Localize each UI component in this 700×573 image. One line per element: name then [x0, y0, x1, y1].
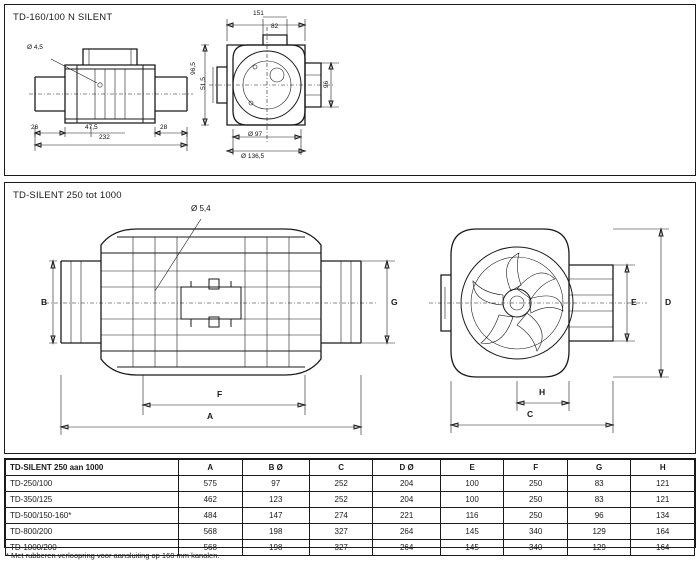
table-row	[6, 524, 695, 540]
panel-td160-drawing	[4, 4, 696, 176]
table-row	[6, 476, 695, 492]
table-cell: 252	[309, 476, 373, 492]
dim-label-b: B	[41, 297, 48, 307]
table-cell: 164	[631, 524, 695, 540]
table-header-cell: D Ø	[373, 460, 440, 476]
table-cell: 264	[373, 524, 440, 540]
table-row	[6, 508, 695, 524]
table-header-row	[6, 460, 695, 476]
table-cell: 575	[179, 476, 243, 492]
table-cell: 116	[440, 508, 504, 524]
table-cell: 97	[242, 476, 309, 492]
panel-top-title: TD-160/100 N SILENT	[13, 12, 113, 23]
table-cell: 121	[631, 476, 695, 492]
table-footnote: * Met rubberen verloopring voor aansluiting op 160 mm kanalen.	[6, 551, 220, 560]
table-header-cell: A	[179, 460, 243, 476]
table-cell: 250	[504, 508, 568, 524]
table-row	[6, 492, 695, 508]
table-header-cell: H	[631, 460, 695, 476]
table-cell: 462	[179, 492, 243, 508]
table-cell: 568	[179, 524, 243, 540]
dim-front-h2: 51,5	[199, 77, 207, 90]
table-cell: 252	[309, 492, 373, 508]
dim-front-width: 151	[253, 10, 264, 17]
table-cell-model: TD-350/125	[6, 492, 179, 508]
dim-front-stub: 82	[271, 23, 279, 30]
dim-label-f: F	[217, 389, 223, 399]
table-cell: 83	[567, 492, 631, 508]
table-header-cell: C	[309, 460, 373, 476]
dim-seg-left: 26	[31, 124, 39, 131]
table-cell: 250	[504, 492, 568, 508]
table-cell: 100	[440, 492, 504, 508]
dim-front-h1: 96,5	[189, 62, 197, 75]
table-header-cell: E	[440, 460, 504, 476]
dim-hole-diameter: Ø 4,5	[27, 44, 43, 51]
dim-hole-diameter-2: Ø 5,4	[191, 204, 211, 213]
panel-td-silent-drawing	[4, 182, 696, 454]
table-cell: 198	[242, 540, 309, 556]
table-cell-model: TD-250/100	[6, 476, 179, 492]
table-cell: 147	[242, 508, 309, 524]
table-cell: 96	[567, 508, 631, 524]
table-cell: 264	[373, 540, 440, 556]
table-cell: 134	[631, 508, 695, 524]
dim-dia-big: Ø 136,5	[241, 153, 265, 160]
table-cell: 274	[309, 508, 373, 524]
table-cell: 327	[309, 540, 373, 556]
table-cell: 204	[373, 476, 440, 492]
table-cell: 123	[242, 492, 309, 508]
mid-drawing-svg	[5, 183, 697, 455]
table-cell: 121	[631, 492, 695, 508]
table-cell-model: TD-1000/200	[6, 540, 179, 556]
dim-label-c: C	[527, 409, 534, 419]
table-header-cell: G	[567, 460, 631, 476]
dim-label-a: A	[207, 411, 214, 421]
dim-dia-small: Ø 97	[248, 131, 263, 138]
table-cell: 164	[631, 540, 695, 556]
table-cell: 327	[309, 524, 373, 540]
table-cell: 129	[567, 524, 631, 540]
dim-label-h: H	[539, 387, 546, 397]
table-cell: 145	[440, 524, 504, 540]
table-cell: 340	[504, 524, 568, 540]
dim-label-d: D	[665, 297, 672, 307]
table-header-cell: B Ø	[242, 460, 309, 476]
table-cell: 100	[440, 476, 504, 492]
table-cell: 568	[179, 540, 243, 556]
table-cell: 129	[567, 540, 631, 556]
dim-label-e: E	[631, 297, 637, 307]
spec-table	[4, 458, 696, 552]
dim-front-h3: 96	[323, 80, 331, 89]
table-cell: 145	[440, 540, 504, 556]
spec-table-inner	[5, 459, 695, 556]
table-header-cell: F	[504, 460, 568, 476]
table-cell-model: TD-500/150-160*	[6, 508, 179, 524]
dim-label-g: G	[391, 297, 398, 307]
table-cell: 204	[373, 492, 440, 508]
table-cell: 484	[179, 508, 243, 524]
dim-seg-right: 28	[160, 124, 168, 131]
table-cell: 250	[504, 476, 568, 492]
dim-length-total: 232	[99, 134, 110, 141]
dim-seg-mid: 47,5	[85, 124, 98, 131]
table-cell: 340	[504, 540, 568, 556]
table-header-cell: TD-SILENT 250 aan 1000	[6, 460, 179, 476]
table-cell-model: TD-800/200	[6, 524, 179, 540]
top-drawing-svg	[5, 5, 697, 177]
table-cell: 221	[373, 508, 440, 524]
table-cell: 83	[567, 476, 631, 492]
panel-mid-title: TD-SILENT 250 tot 1000	[13, 190, 122, 201]
table-cell: 198	[242, 524, 309, 540]
